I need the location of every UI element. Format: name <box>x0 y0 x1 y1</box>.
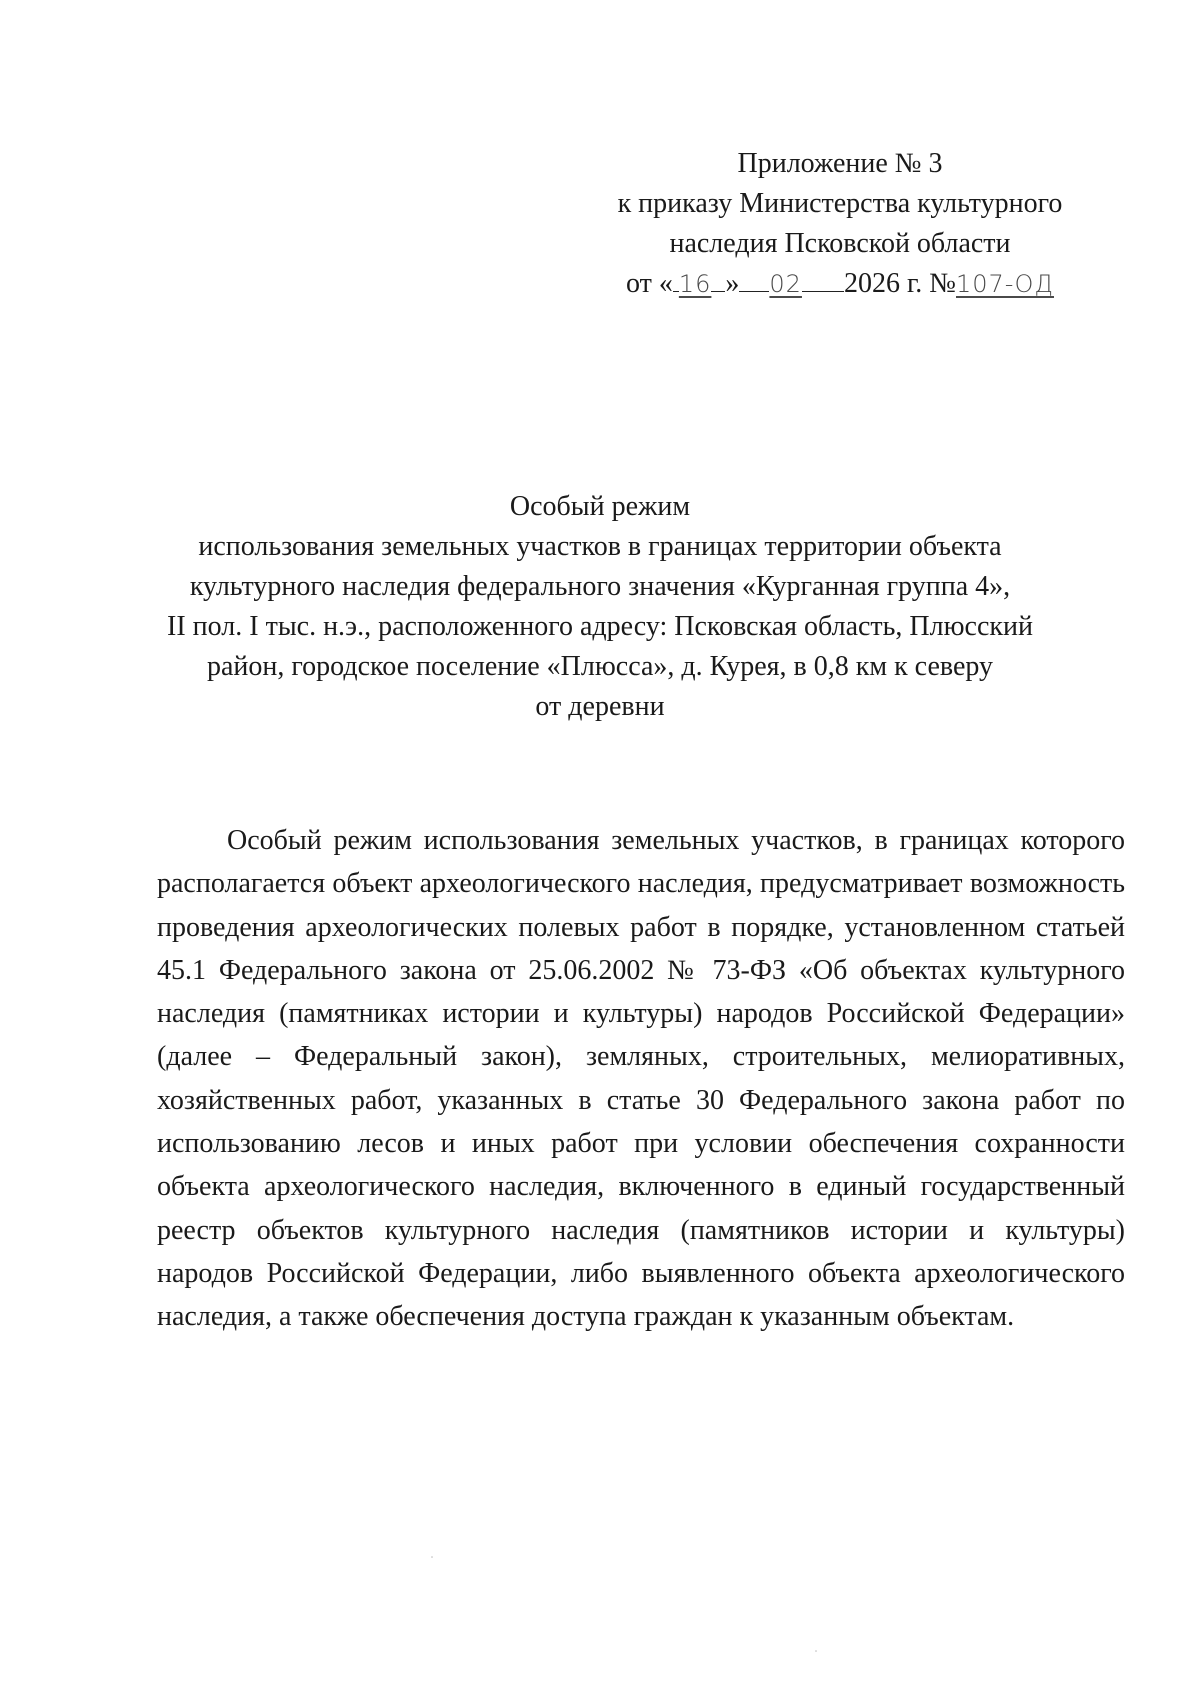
handwritten-day: 16 <box>678 270 712 298</box>
date-quote-close: » <box>725 268 740 299</box>
title-line-6: от деревни <box>535 691 665 722</box>
date-year-and-number-label: 2026 г. № <box>843 268 956 299</box>
date-prefix: от « <box>625 268 673 299</box>
title-line-4: II пол. I тыс. н.э., расположенного адресу: Псковская область, Плюсский <box>167 611 1033 642</box>
title-line-3: культурного наследия федерального значения «Курганная группа 4», <box>189 571 1011 602</box>
title-line-1: Особый режим <box>509 491 691 522</box>
handwritten-order-number: 107-ОД <box>956 270 1054 298</box>
title-line-5: район, городское поселение «Плюсса», д. Курея, в 0,8 км к северу <box>207 651 993 682</box>
title-line-2: использования земельных участков в границах территории объекта <box>198 531 1002 562</box>
appendix-ministry: наследия Псковской области <box>669 228 1011 259</box>
appendix-title: Приложение № 3 <box>737 148 943 179</box>
appendix-order-reference: к приказу Министерства культурного <box>617 188 1063 219</box>
body-paragraph: Особый режим использования земельных участков, в границах которого располагается объект археологического наследия, предусматривает возможность проведения археологических полевых работ в порядке, установленном статьей 45.1 Федерального закона от 25.06.2002 № 73-ФЗ «Об объектах культурного наследия (памятниках истории и культуры) народов Российской Федерации» (далее – Федеральный закон), земляных, строительных, мелиоративных, хозяйственных работ, указанных в статье 30 Федерального закона работ по использованию лесов и иных работ при условии обеспечения сохранности объекта археологического наследия, включенного в единый государственный реестр объектов культурного наследия (памятников истории и культуры) народов Российской Федерации, либо выявленного объекта археологического наследия, а также обеспечения доступа граждан к указанным объектам. <box>157 825 1125 1333</box>
handwritten-month: 02 <box>769 270 802 298</box>
